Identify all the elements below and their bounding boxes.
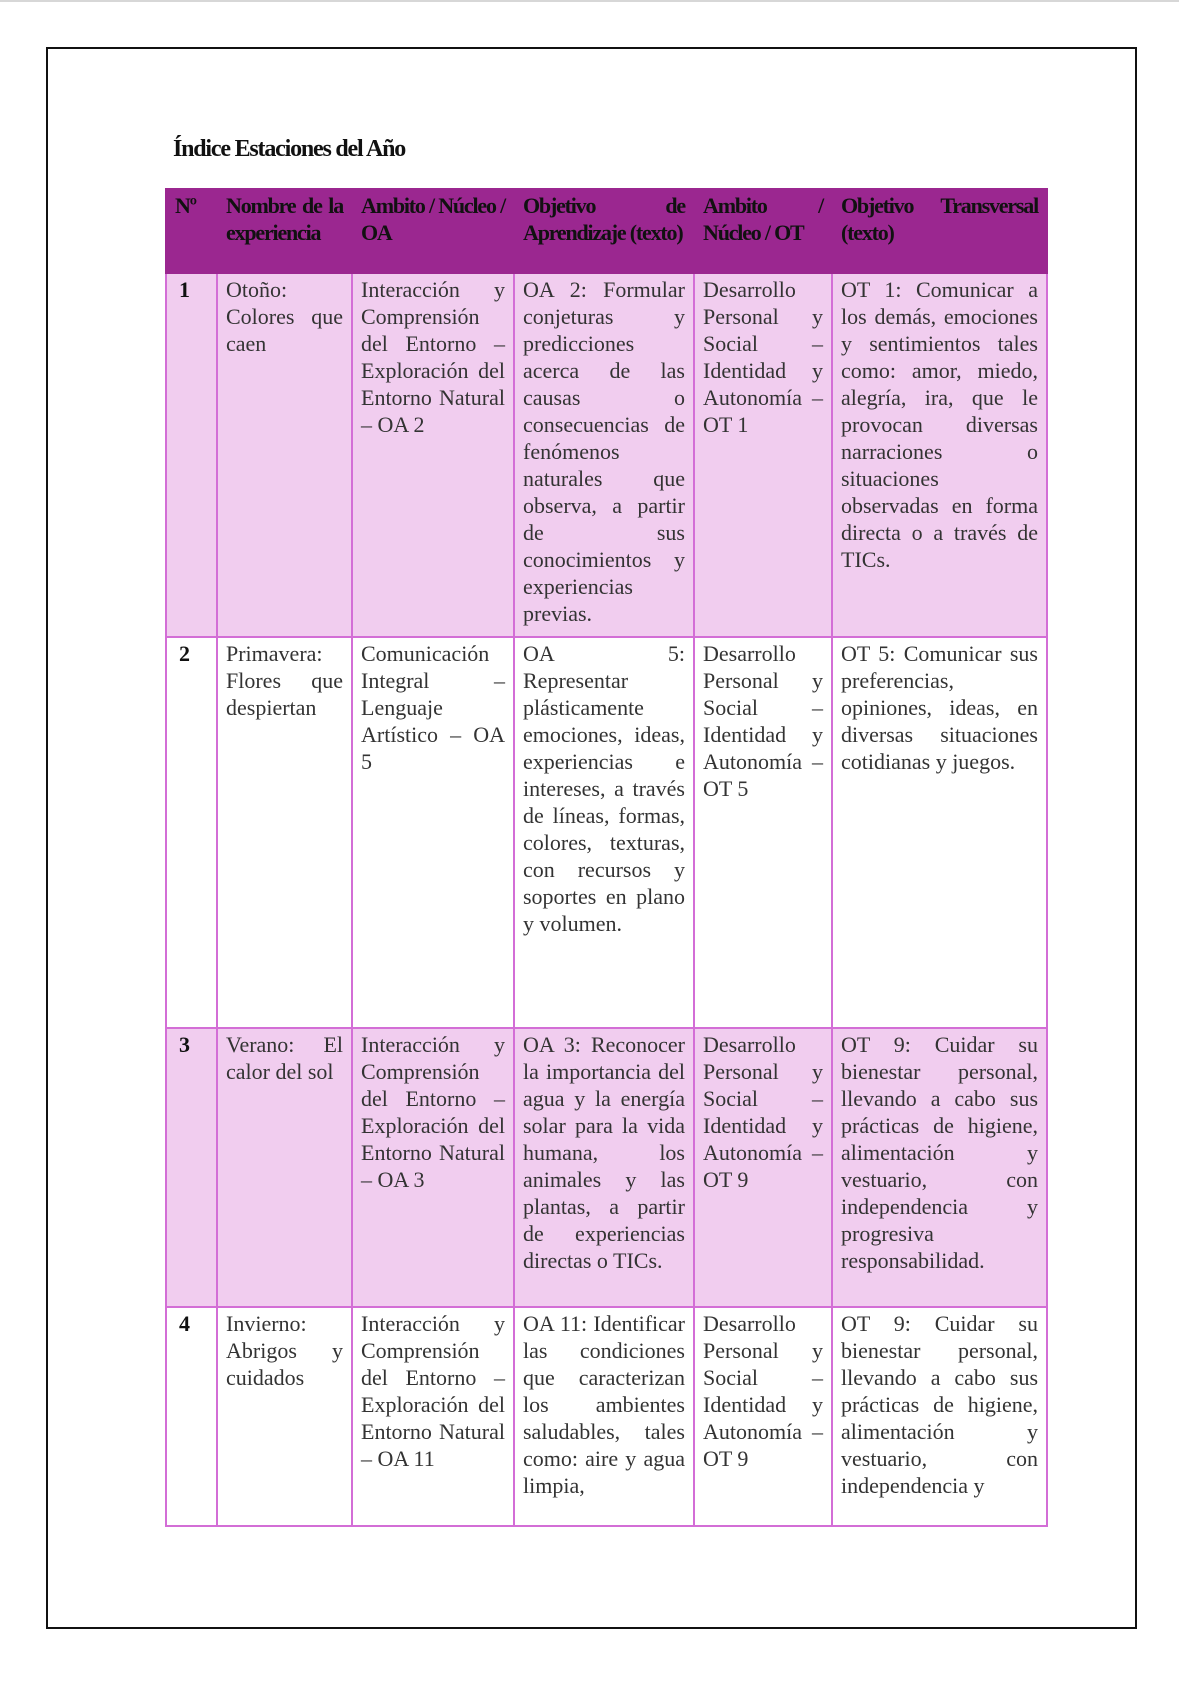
transversal-objective: OT 5: Comunicar sus preferencias, opiniones, ideas, en diversas situaciones cotidianas y juegos. [832,637,1047,1028]
table-row [166,637,1047,1028]
table-header-row [166,189,1047,273]
scope-ot: Desarrollo Personal y Social – Identidad y Autonomía – OT 9 [694,1307,832,1526]
learning-objective: OA 5: Representar plásticamente emociones, ideas, experiencias e intereses, a través de líneas, formas, colores, texturas, con recursos y soportes en plano y volumen. [514,637,694,1028]
header-scope-ot: Ambito / Núcleo / OT [694,189,832,273]
experience-name: Invierno: Abrigos y cuidados [217,1307,352,1526]
header-experience-name: Nombre de la experiencia [217,189,352,273]
header-learning-objective: Objetivo de Aprendizaje (texto) [514,189,694,273]
experience-name: Otoño: Colores que caen [217,273,352,637]
header-transversal-objective: Objetivo Transversal (texto) [832,189,1047,273]
transversal-objective: OT 9: Cuidar su bienestar personal, llevando a cabo sus prácticas de higiene, alimentación y vestuario, con independencia y progresiva responsabilidad. [832,1028,1047,1307]
learning-objective: OA 3: Reconocer la importancia del agua y la energía solar para la vida humana, los animales y las plantas, a partir de experiencias directas o TICs. [514,1028,694,1307]
learning-objective: OA 2: Formular conjeturas y predicciones acerca de las causas o consecuencias de fenómenos naturales que observa, a partir de sus conocimientos y experiencias previas. [514,273,694,637]
header-number: Nº [166,189,217,273]
experience-name: Verano: El calor del sol [217,1028,352,1307]
scope-oa: Interacción y Comprensión del Entorno – Exploración del Entorno Natural – OA 11 [352,1307,514,1526]
row-number: 3 [166,1028,217,1307]
learning-objective: OA 11: Identificar las condiciones que caracterizan los ambientes saludables, tales como: aire y agua limpia, [514,1307,694,1526]
transversal-objective: OT 1: Comunicar a los demás, emociones y sentimientos tales como: amor, miedo, alegría, ira, que le provocan diversas narraciones o situaciones observadas en forma directa o a través de TICs. [832,273,1047,637]
table-row [166,1028,1047,1307]
scope-ot: Desarrollo Personal y Social – Identidad y Autonomía – OT 5 [694,637,832,1028]
transversal-objective: OT 9: Cuidar su bienestar personal, llevando a cabo sus prácticas de higiene, alimentación y vestuario, con independencia y [832,1307,1047,1526]
document-title: Índice Estaciones del Año [173,136,406,162]
seasons-index-table [165,188,1048,1527]
header-scope-oa: Ambito / Núcleo / OA [352,189,514,273]
scope-oa: Interacción y Comprensión del Entorno – Exploración del Entorno Natural – OA 3 [352,1028,514,1307]
scope-oa: Comunicación Integral – Lenguaje Artístico – OA 5 [352,637,514,1028]
table-row [166,273,1047,637]
scope-oa: Interacción y Comprensión del Entorno – Exploración del Entorno Natural – OA 2 [352,273,514,637]
row-number: 1 [166,273,217,637]
scope-ot: Desarrollo Personal y Social – Identidad y Autonomía – OT 1 [694,273,832,637]
experience-name: Primavera: Flores que despiertan [217,637,352,1028]
scope-ot: Desarrollo Personal y Social – Identidad y Autonomía – OT 9 [694,1028,832,1307]
top-edge-line [0,0,1179,2]
row-number: 4 [166,1307,217,1526]
row-number: 2 [166,637,217,1028]
table-row [166,1307,1047,1526]
